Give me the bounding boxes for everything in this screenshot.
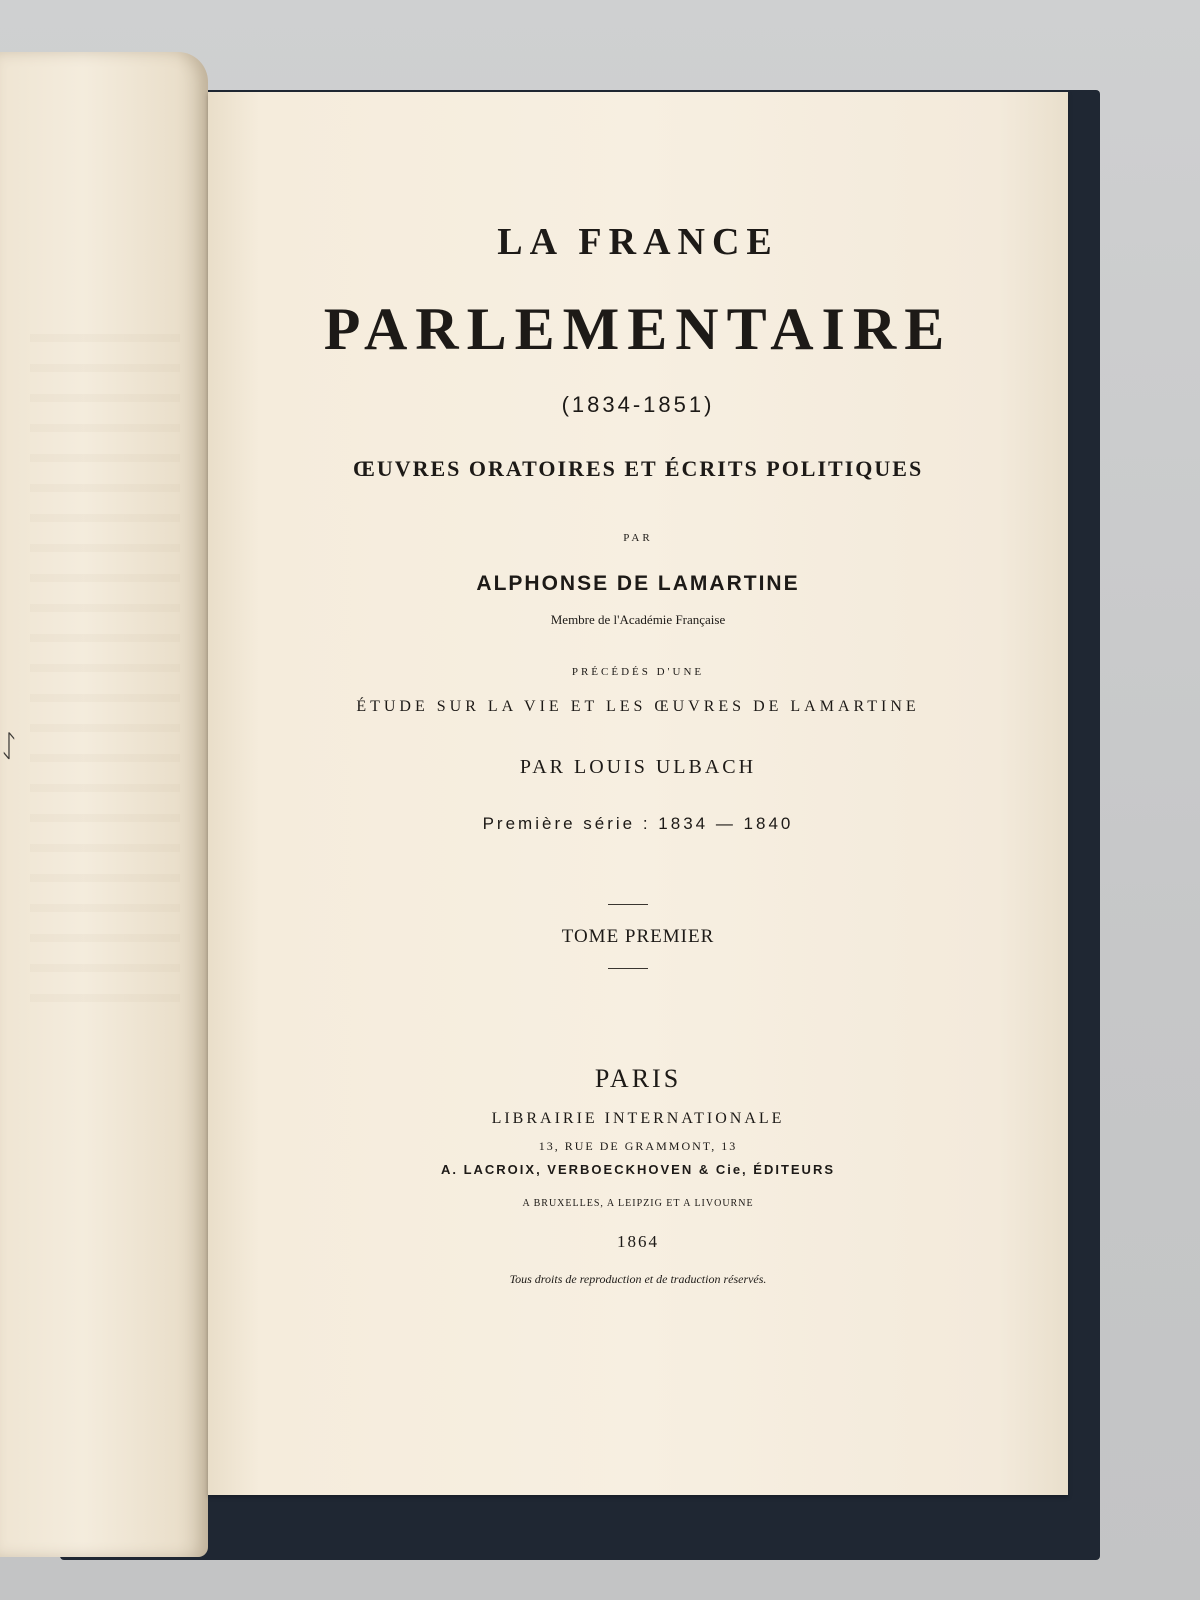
title-line-2: PARLEMENTAIRE xyxy=(323,296,953,362)
rights-notice: Tous droits de reproduction et de traduction réservés. xyxy=(509,1272,767,1286)
etude-line: ÉTUDE SUR LA VIE ET LES ŒUVRES DE LAMARTINE xyxy=(356,698,920,715)
publisher: LIBRAIRIE INTERNATIONALE xyxy=(491,1110,785,1127)
dates: (1834-1851) xyxy=(561,392,715,417)
branches: A BRUXELLES, A LEIPZIG ET A LIVOURNE xyxy=(522,1198,754,1209)
precedes-label: PRÉCÉDÉS D'UNE xyxy=(571,666,705,678)
left-page xyxy=(0,52,208,1557)
divider-top xyxy=(608,904,648,905)
series-line: Première série : 1834 — 1840 xyxy=(482,814,794,833)
second-author: PAR LOUIS ULBACH xyxy=(519,756,757,778)
show-through-text xyxy=(30,312,180,1012)
author-title: Membre de l'Académie Française xyxy=(550,612,726,627)
title-page xyxy=(208,92,1068,1495)
subtitle: ŒUVRES ORATOIRES ET ÉCRITS POLITIQUES xyxy=(352,456,924,481)
margin-mark: ᛇ xyxy=(0,730,18,763)
city: PARIS xyxy=(594,1064,682,1093)
par-label: PAR xyxy=(623,532,653,544)
publisher-address: 13, RUE DE GRAMMONT, 13 xyxy=(538,1139,738,1153)
publication-year: 1864 xyxy=(617,1232,659,1251)
editors: A. LACROIX, VERBOECKHOVEN & Cie, ÉDITEURS xyxy=(440,1162,836,1177)
divider-bottom xyxy=(608,968,648,969)
title-line-1: LA FRANCE xyxy=(497,221,779,263)
author-name: ALPHONSE DE LAMARTINE xyxy=(476,572,800,595)
volume-label: TOME PREMIER xyxy=(561,926,715,947)
